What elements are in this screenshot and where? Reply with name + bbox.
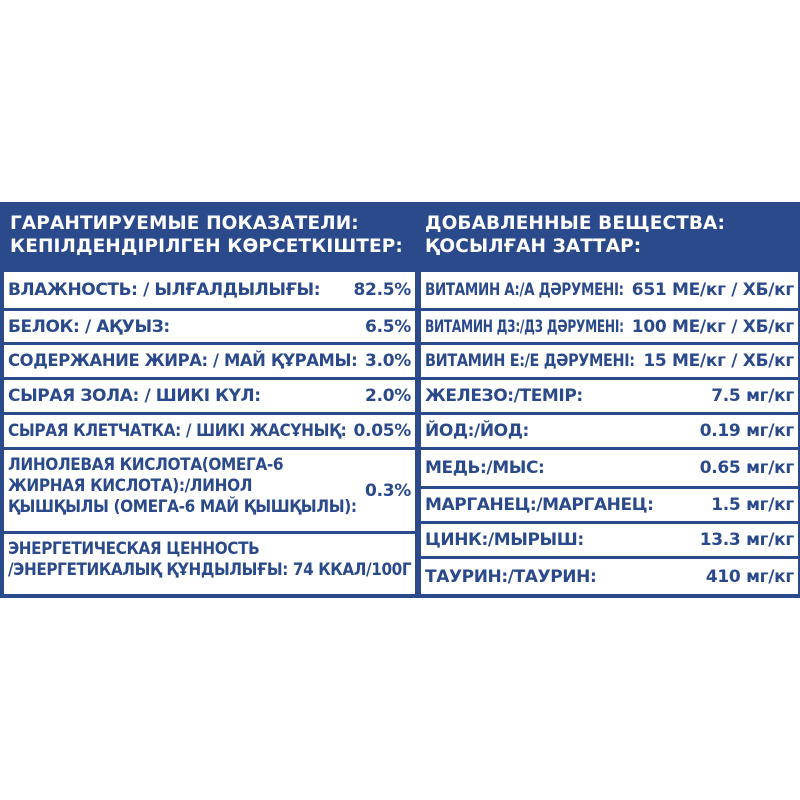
row-label: ЖЕЛЕЗО:/ТЕМІР: — [425, 386, 583, 406]
table-row-iron — [421, 380, 798, 412]
row-value: 3.0% — [365, 351, 411, 371]
table-row-protein — [4, 311, 415, 342]
table-row-fiber — [4, 415, 415, 447]
row-label-line: ЭНЕРГЕТИЧЕСКАЯ ЦЕННОСТЬ — [8, 539, 260, 558]
table-row-copper — [421, 450, 798, 486]
row-label: ВИТАМИН Е:/Е ДӘРУМЕНІ: — [425, 351, 635, 371]
row-value: 7.5 мг/кг — [711, 386, 794, 406]
added-substances-header — [421, 202, 798, 268]
table-row-energy-value — [4, 534, 415, 594]
row-label — [8, 454, 357, 517]
row-label: ВИТАМИН Д3:/Д3 ДӘРУМЕНІ: — [425, 316, 624, 337]
row-value: 6.5% — [365, 316, 411, 337]
row-label: СЫРАЯ КЛЕТЧАТКА: / ШИКІ ЖАСҰНЫҚ: — [8, 421, 347, 441]
row-value: 0.05% — [353, 421, 411, 441]
row-value: 651 МЕ/кг / ХБ/кг — [631, 280, 794, 300]
row-label: ВИТАМИН А:/А ДӘРУМЕНІ: — [425, 280, 624, 300]
row-value: 0.3% — [365, 480, 411, 501]
table-row-linoleic-acid — [4, 450, 415, 531]
table-row-taurine — [421, 559, 798, 594]
row-value: 100 МЕ/кг / ХБ/кг — [631, 316, 794, 337]
row-label-line: ЛИНОЛЕВАЯ КИСЛОТА(ОМЕГА-6 — [8, 455, 284, 474]
table-row-moisture — [4, 272, 415, 308]
row-label: МАРГАНЕЦ:/МАРГАНЕЦ: — [425, 495, 654, 515]
row-value: 13.3 мг/кг — [699, 530, 794, 550]
row-value: 1.5 мг/кг — [711, 495, 794, 515]
row-label-line: /ЭНЕРГЕТИКАЛЫҚ ҚҰНДЫЛЫҒЫ: 74 ККАЛ/100Г — [8, 560, 412, 579]
table-row-zinc — [421, 524, 798, 556]
row-label-line: ЖИРНАЯ КИСЛОТА):/ЛИНОЛ — [8, 476, 253, 495]
header-line-kz: ҚОСЫЛҒАН ЗАТТАР: — [425, 236, 642, 257]
row-value: 0.19 мг/кг — [699, 421, 794, 441]
table-row-manganese — [421, 489, 798, 521]
header-line-ru: ГАРАНТИРУЕМЫЕ ПОКАЗАТЕЛИ: — [10, 213, 359, 234]
row-value: 82.5% — [353, 280, 411, 300]
row-label: СОДЕРЖАНИЕ ЖИРА: / МАЙ ҚҰРАМЫ: — [8, 351, 358, 371]
table-row-vitamin-a — [421, 272, 798, 308]
row-label — [8, 538, 411, 580]
row-value: 2.0% — [365, 386, 411, 406]
row-label: ТАУРИН:/ТАУРИН: — [425, 566, 597, 587]
row-label: ВЛАЖНОСТЬ: / ЫЛҒАЛДЫЛЫҒЫ: — [8, 280, 321, 300]
row-label: ЙОД:/ЙОД: — [425, 421, 529, 441]
header-line-kz: КЕПІЛДЕНДІРІЛГЕН КӨРСЕТКІШТЕР: — [10, 236, 403, 257]
row-label: БЕЛОК: / АҚУЫЗ: — [8, 316, 170, 337]
guaranteed-indicators-header — [4, 202, 415, 268]
row-label: СЫРАЯ ЗОЛА: / ШИКІ КҮЛ: — [8, 386, 261, 406]
table-row-vitamin-d3 — [421, 311, 798, 342]
row-label: ЦИНК:/МЫРЫШ: — [425, 530, 584, 550]
row-label: МЕДЬ:/МЫС: — [425, 458, 545, 478]
table-row-ash — [4, 380, 415, 412]
table-row-fat — [4, 345, 415, 377]
table-row-vitamin-e — [421, 345, 798, 377]
row-value: 410 мг/кг — [705, 566, 794, 587]
row-value: 0.65 мг/кг — [699, 458, 794, 478]
nutrition-table — [0, 202, 800, 598]
row-label-line: ҚЫШҚЫЛЫ (ОМЕГА-6 МАЙ ҚЫШҚЫЛЫ): — [8, 497, 357, 516]
header-line-ru: ДОБАВЛЕННЫЕ ВЕЩЕСТВА: — [425, 213, 725, 234]
table-row-iodine — [421, 415, 798, 447]
row-value: 15 МЕ/кг / ХБ/кг — [643, 351, 794, 371]
